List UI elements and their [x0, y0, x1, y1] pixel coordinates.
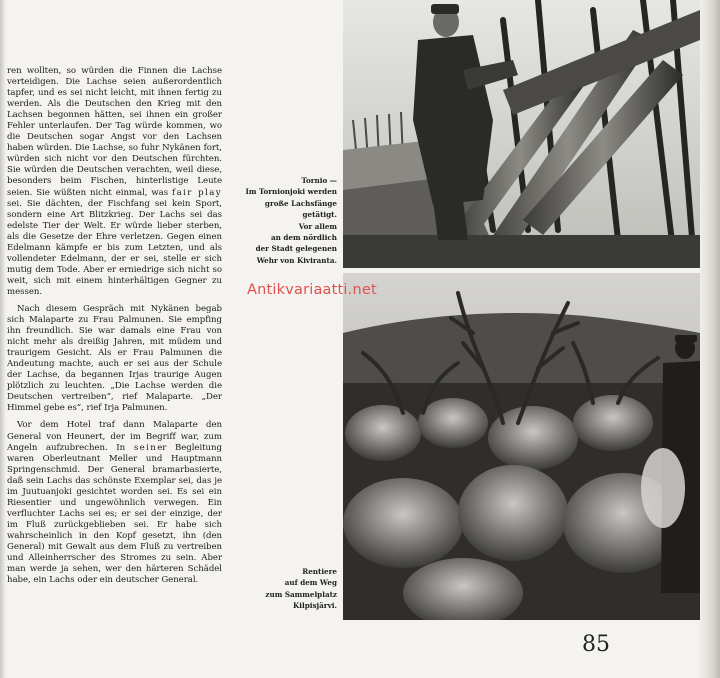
- caption-line: Wehr von Kiviranta.: [256, 255, 337, 265]
- photo-fishing-weir: [343, 0, 700, 268]
- paragraph-2: Nach diesem Gespräch mit Nykänen begab sich Malaparte zu Frau Palmunen. Sie empfing ihn freundlich. Sie war damals eine Frau von nicht mehr als dreißig Jahren, mit müdem und traurigem Gesicht. Als er Frau Palmunen die Andeutung machte, auch er sei aus der Schule der Lachse, da begannen Irjas traurige Augen plötzlich zu leuchten. „Die Lachse werden die Deutschen vertreiben“, rief Malaparte. „Der Himmel gebe es“, rief Irja Palmunen.: [7, 303, 222, 414]
- paragraph-3: Vor dem Hotel traf dann Malaparte den General von Heunert, der im Begriff war, zum Angeln aufzubrechen. In seiner Begleitung waren Oberleutnant Meller und Hauptmann Springenschmid. Der General bramarbasierte, daß sein Lachs das schönste Exemplar sei, das je im Juutuanjoki gesichtet worden sei. Es sei ein Riesentier und ungewöhnlich verwegen. Ein verfluchter Lachs sei es; er sei der einzige, der im Fluß zurückgeblieben sei. Er habe sich wahrscheinlich in den Kopf gesetzt, ihn (den General) mit Gewalt aus dem Fluß zu vertreiben und Alleinherrscher des Stromes zu sein. Aber man werde ja sehen, wer den härteren Schädel habe, ein Lachs oder ein deutscher General.: [7, 420, 222, 586]
- caption-fishing-weir: [222, 175, 337, 266]
- caption-line: zum Sammelplatz: [265, 589, 337, 599]
- caption-line: Rentiere: [302, 567, 337, 576]
- page-gutter-left: [0, 0, 6, 678]
- caption-line: auf dem Weg: [284, 578, 337, 588]
- caption-line: Im Tornionjoki werden: [245, 187, 337, 197]
- caption-reindeer: [222, 566, 337, 612]
- page-edge-right: [698, 0, 720, 678]
- photo-reindeer-herd: [343, 273, 700, 620]
- caption-line: Kilpisjärvi.: [293, 601, 337, 611]
- article-column: [7, 66, 222, 592]
- emphasis-spaced: fair play: [172, 187, 222, 198]
- emphasis-spaced: sein: [133, 442, 158, 453]
- caption-line: an dem nördlich: [271, 233, 337, 243]
- caption-line: Vor allem: [298, 221, 337, 231]
- caption-line: Tornio —: [301, 176, 337, 185]
- caption-line: getätigt.: [302, 210, 337, 220]
- page-number: 85: [582, 632, 610, 657]
- paragraph-1: ren wollten, so würden die Finnen die Lachse verteidigen. Die Lachse seien außerordentlich tapfer, und es sei nicht leicht, mit ihnen fertig zu werden. Als die Deutschen den Krieg mit den Lachsen begonnen hätten, sei ihnen ein großer Fehler unterlaufen. Der Tag würde kommen, wo die Deutschen sogar Angst vor den Lachsen haben würden. Die Lachse, so fuhr Nykänen fort, würden sich nicht vor den Deutschen fürchten. Sie würden die Deutschen verachten, weil diese, besonders beim Fischen, hinterlistige Leute seien. Sie wüßten nicht einmal, was fair play sei. Sie dächten, der Fischfang sei kein Sport, sondern eine Art Blitzkrieg. Der Lachs sei das edelste Tier der Welt. Er würde lieber sterben, als die Gesetze der Ehre verletzen. Gegen einen Edelmann kämpfe er bis zum Letzten, und als vollendeter Edelmann, der er sei, stelle er sich mutig dem Tode. Aber er erniedrige sich nicht so weit, sich mit einem hinterhältigen Gegner zu messen.: [7, 66, 222, 297]
- caption-line: große Lachsfänge: [264, 198, 337, 208]
- watermark-text: Antikvariaatti.net: [247, 282, 377, 298]
- caption-line: der Stadt gelegenen: [255, 244, 337, 254]
